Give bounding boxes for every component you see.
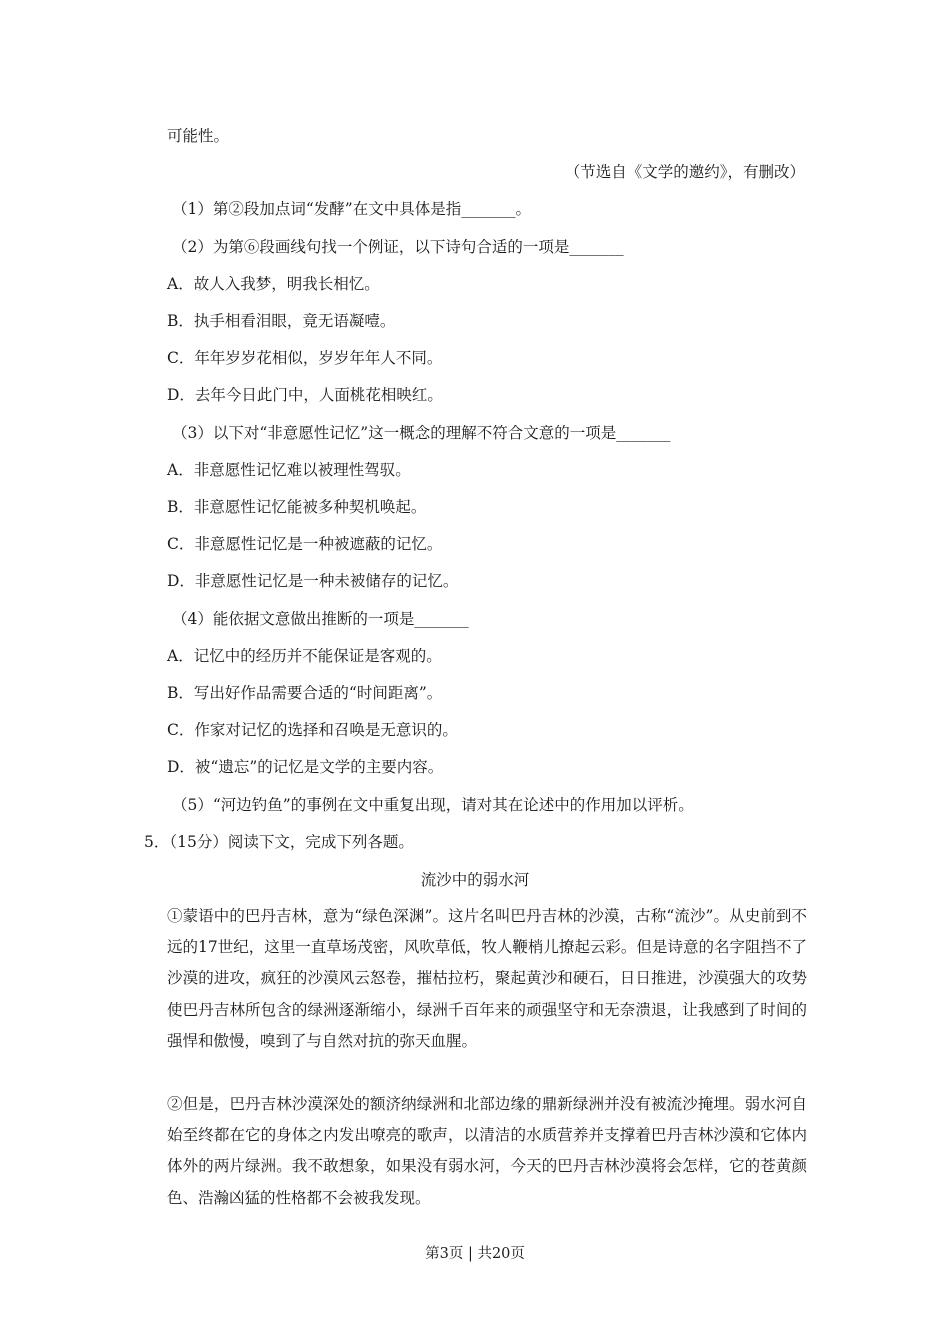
option-4-2-d: D．去年今日此门中，人面桃花相映红。 <box>167 386 443 404</box>
question-4-3: （3）以下对“非意愿性记忆”这一概念的理解不符合文意的一项是_______ <box>172 424 671 442</box>
page-footer: 第3页 | 共20页 <box>425 1246 525 1262</box>
question-4-2: （2）为第⑥段画线句找一个例证，以下诗句合适的一项是_______ <box>172 238 624 256</box>
option-4-3-c: C．非意愿性记忆是一种被遮蔽的记忆。 <box>167 535 443 553</box>
source-citation: （节选自《文学的邀约》，有删改） <box>564 163 805 181</box>
option-4-3-a: A．非意愿性记忆难以被理性驾驭。 <box>167 461 411 479</box>
option-4-4-d: D．被“遗忘”的记忆是文学的主要内容。 <box>167 758 444 776</box>
question-4-4: （4）能依据文意做出推断的一项是_______ <box>172 610 469 628</box>
option-4-4-c: C．作家对记忆的选择和召唤是无意识的。 <box>167 721 458 739</box>
passage-paragraph-2: ②但是，巴丹吉林沙漠深处的额济纳绿洲和北部边缘的鼎新绿洲并没有被流沙掩埋。弱水河自始至终都在它的身体之内发出嘹亮的歌声，以清洁的水质营养并支撑着巴丹吉林沙漠和它体内体外的两片绿洲。我不敢想象，如果没有弱水河，今天的巴丹吉林沙漠将会怎样，它的苍黄颜色、浩瀚凶猛的性格都不会被我发现。 <box>167 1095 807 1207</box>
option-4-3-b: B．非意愿性记忆能被多种契机唤起。 <box>167 498 427 516</box>
question-5-header: 5．（15分）阅读下文，完成下列各题。 <box>144 833 414 851</box>
passage-title: 流沙中的弱水河 <box>420 871 530 889</box>
option-4-2-a: A．故人入我梦，明我长相忆。 <box>167 275 380 293</box>
option-4-3-d: D．非意愿性记忆是一种未被储存的记忆。 <box>167 572 459 590</box>
continuation-text: 可能性。 <box>167 127 230 145</box>
question-4-1: （1）第②段加点词“发酵”在文中具体是指_______。 <box>172 200 531 218</box>
option-4-2-c: C．年年岁岁花相似，岁岁年年人不同。 <box>167 349 443 367</box>
option-4-4-a: A．记忆中的经历并不能保证是客观的。 <box>167 647 442 665</box>
option-4-2-b: B．执手相看泪眼，竟无语凝噎。 <box>167 312 396 330</box>
passage-paragraph-1: ①蒙语中的巴丹吉林，意为“绿色深渊”。这片名叫巴丹吉林的沙漠，古称“流沙”。从史前到不远的17世纪，这里一直草场茂密，风吹草低，牧人鞭梢儿撩起云彩。但是诗意的名字阻挡不了沙漠的进攻，疯狂的沙漠风云怒卷，摧枯拉朽，聚起黄沙和硬石，日日推进，沙漠强大的攻势使巴丹吉林所包含的绿洲逐渐缩小，绿洲千百年来的顽强坚守和无奈溃退，让我感到了时间的强悍和傲慢，嗅到了与自然对抗的弥天血腥。 <box>167 907 807 1050</box>
question-4-5: （5）“河边钓鱼”的事例在文中重复出现，请对其在论述中的作用加以评析。 <box>172 796 694 814</box>
option-4-4-b: B．写出好作品需要合适的“时间距离”。 <box>167 684 443 702</box>
